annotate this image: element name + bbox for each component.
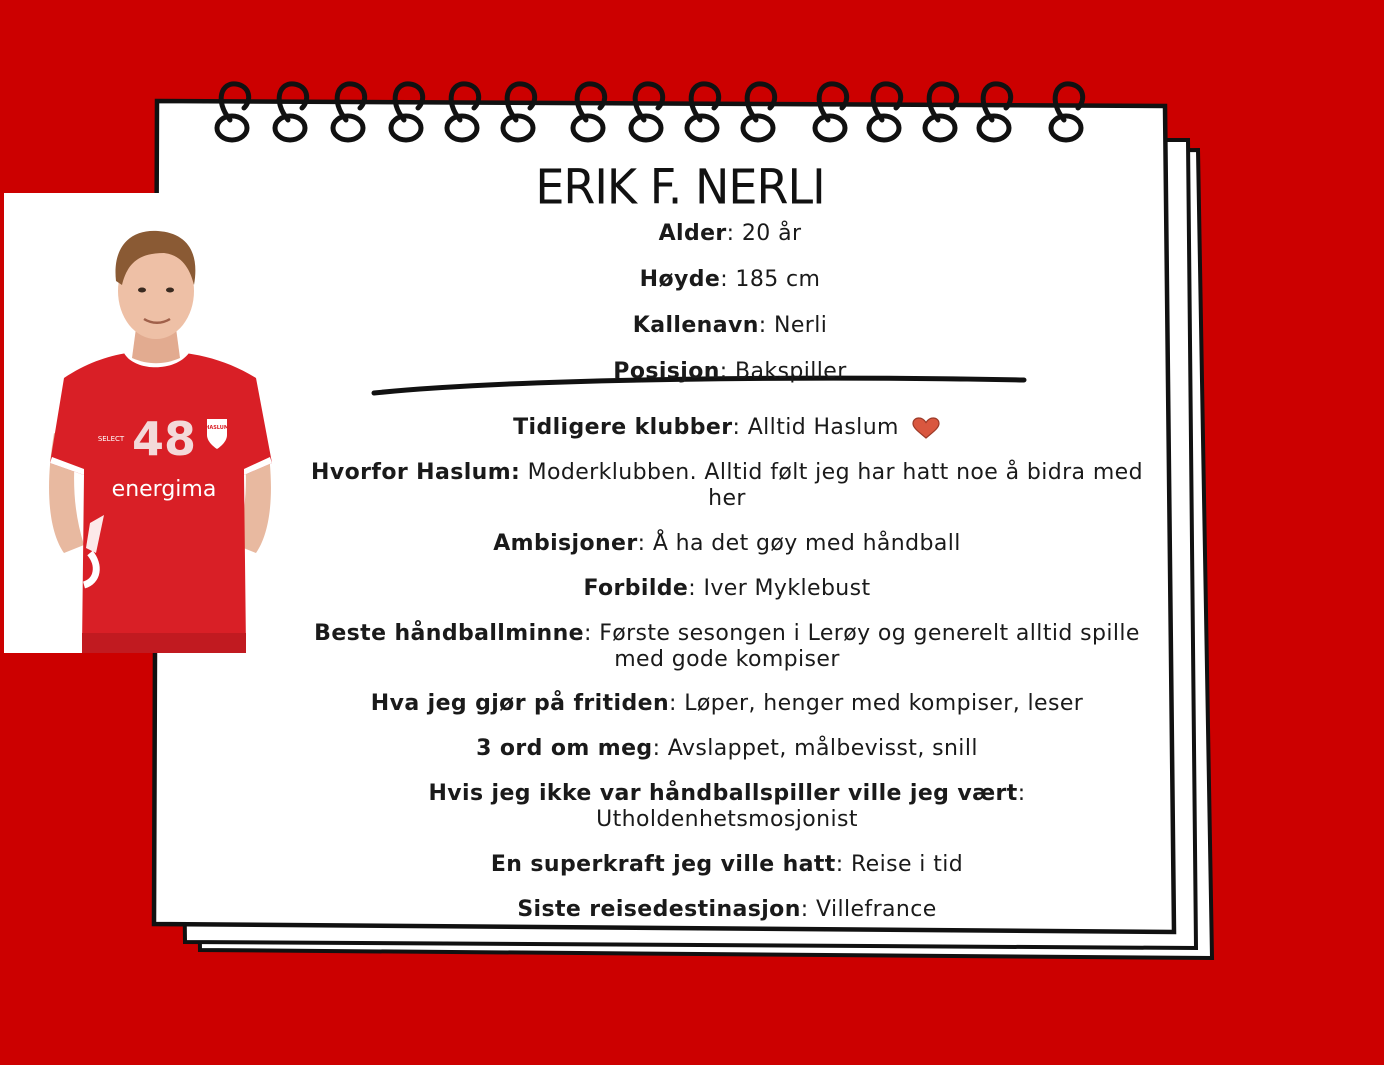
detail-value: Første sesongen i Lerøy og generelt alltid spille med gode kompiser [599,621,1140,672]
detail-value: Utholdenhetsmosjonist [596,807,858,832]
detail-value: Villefrance [815,897,937,922]
jersey-brand-text: SELECT [97,435,125,443]
detail-role-model: Forbilde: Iver Myklebust [583,576,871,601]
fact-position-label: Posisjon [613,359,720,384]
player-photo [4,193,286,653]
detail-value: Alltid Haslum [747,415,899,440]
detail-three-words: 3 ord om meg: Avslappet, målbevisst, snill [476,736,978,761]
detail-value: Løper, henger med kompiser, leser [684,691,1084,716]
detail-label: Hvis jeg ikke var håndballspiller ville jeg vært [428,781,1018,806]
detail-label: Hvorfor Haslum: [311,460,521,485]
fact-position-value: Bakspiller [735,359,847,384]
fact-nickname-label: Kallenavn [632,313,759,338]
detail-label: 3 ord om meg [476,736,653,761]
jersey-sponsor: energima [111,477,217,502]
detail-label: Ambisjoner [493,531,638,556]
fact-age: Alder: 20 år [658,221,802,246]
jersey-number: 48 [131,412,197,466]
detail-previous-clubs: Tidligere klubber: Alltid Haslum [300,415,1154,441]
detail-value: Moderklubben. Alltid følt jeg har hatt noe å bidra med her [527,460,1143,511]
detail-ambitions: Ambisjoner: Å ha det gøy med håndball [493,531,961,556]
fact-position: Posisjon: Bakspiller [613,359,847,384]
fact-age-value: 20 år [741,221,802,246]
detail-superpower: En superkraft jeg ville hatt: Reise i tid [490,852,964,877]
fact-age-label: Alder [658,221,727,246]
detail-value: Å ha det gøy med håndball [652,531,961,556]
fact-nickname: Kallenavn: Nerli [632,313,828,338]
detail-why-haslum [300,460,1154,512]
player-name: ERIK F. NERLI [535,158,825,216]
detail-last-trip: Siste reisedestinasjon: Villefrance [517,897,937,922]
detail-best-memory: Beste håndballminne: Første sesongen i Lerøy og generelt alltid spille med gode kompiser [314,621,1140,672]
detail-label: Hva jeg gjør på fritiden [370,691,670,716]
heart-icon [911,417,941,439]
detail-value: Avslappet, målbevisst, snill [667,736,978,761]
detail-value: Reise i tid [850,852,964,877]
detail-alternative-career: Hvis jeg ikke var håndballspiller ville jeg vært: Utholdenhetsmosjonist [428,781,1026,832]
detail-free-time: Hva jeg gjør på fritiden: Løper, henger med kompiser, leser [370,691,1084,716]
player-illustration [4,193,286,653]
fact-height-value: 185 cm [735,267,821,292]
jersey-crest-text: HASLUM [205,425,229,431]
detail-value: Iver Myklebust [703,576,871,601]
detail-label: Forbilde [583,576,689,601]
fact-height-label: Høyde [639,267,721,292]
detail-label: Siste reisedestinasjon [517,897,801,922]
detail-label: Beste håndballminne [314,621,584,646]
fact-height: Høyde: 185 cm [639,267,821,292]
detail-label: En superkraft jeg ville hatt [490,852,836,877]
fact-nickname-value: Nerli [773,313,828,338]
detail-label: Tidligere klubber [513,415,733,440]
